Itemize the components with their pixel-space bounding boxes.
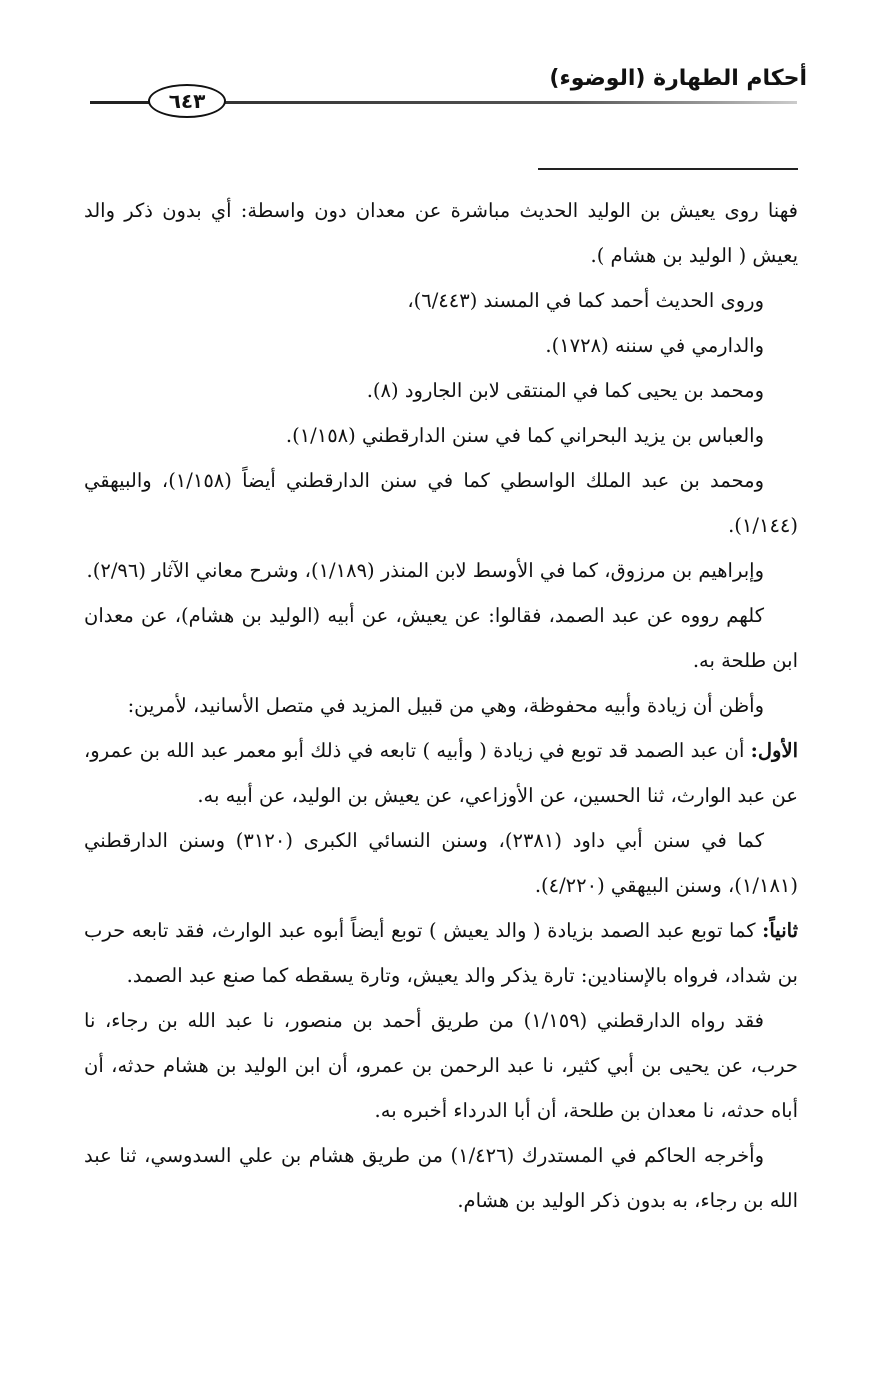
paragraph: فهنا روى يعيش بن الوليد الحديث مباشرة عن معدان دون واسطة: أي بدون ذكر والد يعيش ( الوليد بن هشام ). [84, 199, 798, 267]
paragraph: وإبراهيم بن مرزوق، كما في الأوسط لابن المنذر (١/١٨٩)، وشرح معاني الآثار (٢/٩٦). [86, 559, 764, 582]
paragraph: وأخرجه الحاكم في المستدرك (١/٤٢٦) من طريق هشام بن علي السدوسي، ثنا عبد الله بن رجاء، به بدون ذكر الوليد بن هشام. [84, 1144, 798, 1212]
paragraph: ومحمد بن يحيى كما في المنتقى لابن الجارود (٨). [366, 379, 764, 402]
paragraph: وأظن أن زيادة وأبيه محفوظة، وهي من قبيل المزيد في متصل الأسانيد، لأمرين: [127, 694, 764, 717]
paragraph: كما في سنن أبي داود (٢٣٨١)، وسنن النسائي الكبرى (٣١٢٠) وسنن الدارقطني (١/١٨١)، وسنن البيهقي (٤/٢٢٠). [84, 829, 798, 897]
page-header [0, 0, 879, 140]
body-text [84, 188, 798, 1223]
first-reason-label: الأول: [750, 739, 798, 762]
page-number-text: ٦٤٣ [168, 89, 206, 113]
second-reason-label: ثانياً: [762, 919, 798, 942]
paragraph: كلهم رووه عن عبد الصمد، فقالوا: عن يعيش، عن أبيه (الوليد بن هشام)، عن معدان ابن طلحة به. [84, 604, 798, 672]
footnote-separator [538, 168, 798, 170]
page-number [148, 84, 226, 118]
paragraph: والدارمي في سننه (١٧٢٨). [545, 334, 764, 357]
header-rule-right [222, 101, 797, 104]
paragraph: وروى الحديث أحمد كما في المسند (٦/٤٤٣)، [407, 289, 764, 312]
paragraph: والعباس بن يزيد البحراني كما في سنن الدارقطني (١/١٥٨). [285, 424, 764, 447]
paragraph-second-reason [84, 908, 798, 998]
paragraph: فقد رواه الدارقطني (١/١٥٩) من طريق أحمد بن منصور، نا عبد الله بن رجاء، نا حرب، عن يحيى بن أبي كثير، نا عبد الرحمن بن عمرو، أن ابن الوليد بن هشام حدثه، أن أباه حدثه، نا معدان بن طلحة، أن أبا الدرداء أخبره به. [84, 1009, 798, 1122]
paragraph: ومحمد بن عبد الملك الواسطي كما في سنن الدارقطني أيضاً (١/١٥٨)، والبيهقي (١/١٤٤). [84, 469, 798, 537]
running-title: أحكام الطهارة (الوضوء) [549, 66, 807, 91]
paragraph-first-reason [84, 728, 798, 818]
header-rule-left [90, 101, 152, 104]
second-reason-text: كما توبع عبد الصمد بزيادة ( والد يعيش ) توبع أيضاً أبوه عبد الوارث، فقد تابعه حرب بن شداد، فرواه بالإسنادين: تارة يذكر والد يعيش، وتارة يسقطه كما صنع عبد الصمد. [84, 919, 798, 987]
first-reason-text: أن عبد الصمد قد توبع في زيادة ( وأبيه ) تابعه في ذلك أبو معمر عبد الله بن عمرو، عن عبد الوارث، ثنا الحسين، عن الأوزاعي، عن يعيش بن الوليد، عن أبيه به. [84, 739, 798, 807]
